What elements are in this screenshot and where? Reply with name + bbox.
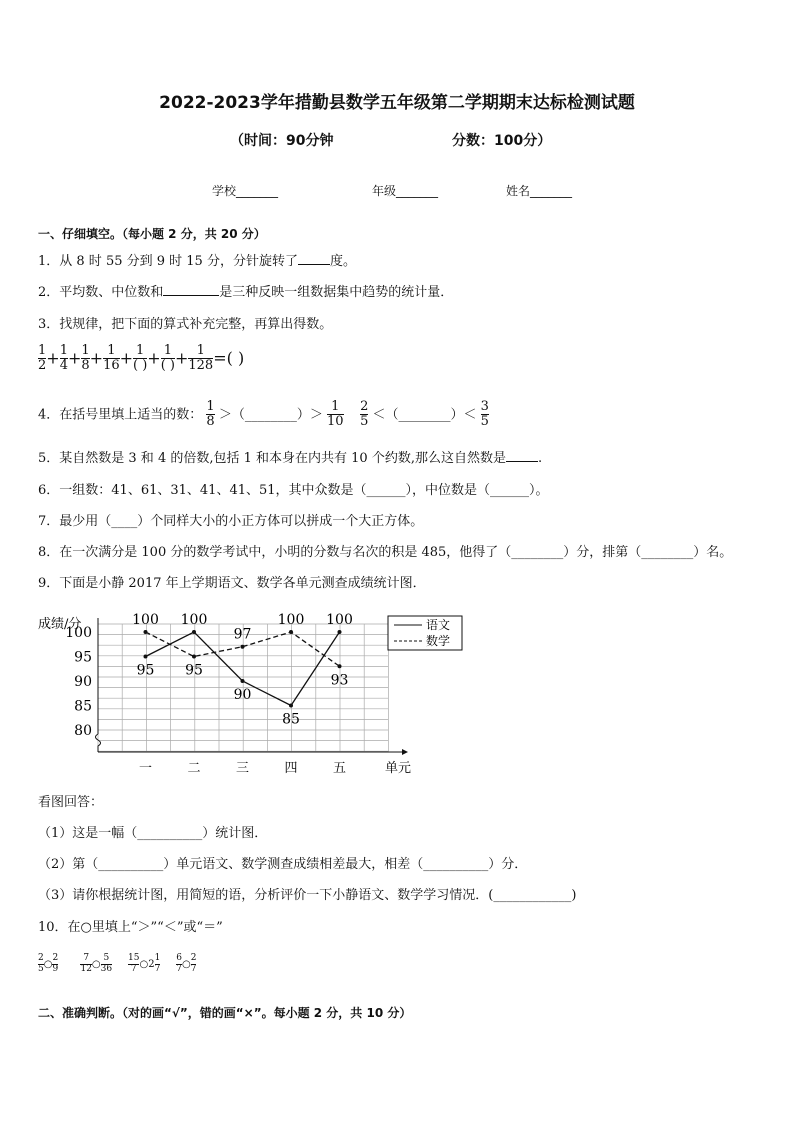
fraction: $\frac{2}{5}$ — [360, 399, 369, 430]
answer-intro: 看图回答： — [38, 795, 104, 810]
data-point — [192, 655, 196, 659]
fraction: $\frac{1}{( )}$ — [133, 343, 148, 374]
fraction: $\frac{1}{2}$ — [38, 343, 47, 374]
section-1-heading: 一、仔细填空。（每小题 2 分，共 20 分） — [38, 227, 266, 241]
sub-question-2: （2）第（__________）单元语文、数学测查成绩相差最大，相差（__________）分． — [38, 857, 528, 872]
data-point — [144, 630, 148, 634]
x-tick-label: 五 — [332, 761, 347, 776]
y-tick-label: 80 — [74, 723, 92, 739]
section-2-heading: 二、准确判断。（对的画“√”，错的画“×”。每小题 2 分，共 10 分） — [38, 1006, 412, 1020]
answer-blank — [506, 449, 538, 462]
fraction: $\frac{1}{8}$ — [81, 343, 90, 374]
fraction: $\frac{1}{16}$ — [103, 343, 120, 374]
q3-expression: $\frac{1}{2}$ + $\frac{1}{4}$ + $\frac{1}{8}$ + $\frac{1}{16}$ + $\frac{1}{( )}$ + $\frac{1}{( )}$ + $\frac{1}{128}$ =( ) — [38, 343, 245, 374]
question-4: 4．在括号里填上适当的数： $\frac{1}{8}$ ＞（________）＞ $\frac{1}{10}$ $\frac{2}{5}$ ＜（________）＜ $\frac{3}{5}$ — [38, 399, 489, 430]
grade-field: 年级_______ — [372, 184, 439, 198]
x-tick-label: 一 — [138, 761, 153, 776]
question-3: 3．找规律，把下面的算式补充完整，再算出得数。 — [38, 317, 333, 332]
school-field: 学校_______ — [212, 184, 279, 198]
data-label: 100 — [326, 612, 353, 628]
data-label: 97 — [233, 626, 252, 643]
data-label: 90 — [233, 687, 252, 703]
score-line-chart — [30, 602, 470, 782]
question-2: 2．平均数、中位数和 是三种反映一组数据集中趋势的统计量． — [38, 285, 454, 300]
data-label: 100 — [277, 612, 305, 628]
comparison-item: $\frac{6}{7}$ ○ $\frac{2}{7}$ — [176, 953, 197, 974]
fraction: $\frac{1}{10}$ — [327, 399, 344, 430]
answer-blank — [163, 283, 219, 296]
question-9: 9．下面是小静 2017 年上学期语文、数学各单元测查成绩统计图． — [38, 576, 426, 591]
legend-box — [388, 616, 462, 650]
x-axis-title: 单元 — [385, 761, 412, 776]
question-8: 8．在一次满分是 100 分的数学考试中，小明的分数与名次的积是 485，他得了（________）分，排第（________）名。 — [38, 545, 733, 560]
question-6: 6．一组数：41、61、31、41、41、51，其中众数是（______），中位数是（______）。 — [38, 483, 549, 498]
data-label: 95 — [185, 662, 203, 679]
answer-blank — [298, 252, 330, 265]
data-point — [338, 630, 342, 634]
comparison-item: $\frac{2}{5}$ ○ $\frac{2}{9}$ — [38, 953, 59, 974]
fraction: $\frac{1}{8}$ — [206, 399, 215, 430]
data-point — [241, 645, 245, 649]
data-label: 100 — [132, 612, 159, 628]
legend-label-chinese: 语文 — [426, 618, 451, 632]
data-label: 85 — [282, 711, 300, 728]
fraction: $\frac{1}{( )}$ — [160, 343, 175, 374]
x-tick-label: 四 — [284, 761, 298, 776]
y-tick-label: 95 — [74, 649, 92, 666]
y-tick-label: 90 — [74, 674, 92, 690]
chart-legend — [388, 616, 462, 650]
data-point — [241, 679, 245, 683]
name-field: 姓名_______ — [506, 184, 573, 198]
data-point — [338, 664, 342, 668]
legend-label-math: 数学 — [426, 634, 451, 648]
y-axis-title: 成绩/分 — [38, 617, 82, 632]
exam-time: （时间：90分钟 — [230, 133, 334, 149]
q10-comparisons — [38, 954, 196, 975]
data-label: 100 — [180, 612, 208, 628]
x-tick-label: 二 — [187, 761, 201, 776]
page-title: 2022-2023学年措勤县数学五年级第二学期期末达标检测试题 — [159, 93, 635, 113]
question-5: 5．某自然数是 3 和 4 的倍数,包括 1 和本身在内共有 10 个约数,那么这自然数是 . — [38, 451, 543, 466]
question-10: 10．在○里填上“＞”“＜”或“＝” — [38, 920, 223, 935]
comparison-item: $\frac{7}{12}$ ○ $\frac{5}{36}$ — [80, 953, 113, 974]
x-axis-arrow — [402, 749, 408, 755]
y-tick-label: 100 — [65, 625, 92, 641]
question-7: 7．最少用（____）个同样大小的小正方体可以拼成一个大正方体。 — [38, 514, 424, 529]
data-point — [289, 630, 293, 634]
x-tick-label: 三 — [235, 761, 250, 776]
sub-question-3: （3）请你根据统计图，用简短的语，分析评价一下小静语文、数学学习情况．(____________) — [38, 888, 577, 903]
question-1: 1．从 8 时 55 分到 9 时 15 分，分针旋转了 度。 — [38, 254, 356, 269]
fraction: $\frac{1}{128}$ — [188, 343, 214, 374]
comparison-item: $\frac{15}{7}$ ○2 $\frac{1}{7}$ — [128, 953, 161, 974]
chart-axes — [96, 618, 409, 755]
exam-score: 分数：100分） — [452, 133, 552, 149]
data-point — [289, 704, 293, 708]
fraction: $\frac{1}{4}$ — [59, 343, 68, 374]
data-point — [192, 630, 196, 634]
y-tick-label: 85 — [74, 698, 92, 715]
sub-question-1: （1）这是一幅（__________）统计图． — [38, 826, 268, 841]
data-label: 95 — [136, 662, 155, 679]
fraction: $\frac{3}{5}$ — [480, 399, 489, 430]
data-label: 93 — [330, 672, 349, 689]
data-point — [144, 655, 148, 659]
